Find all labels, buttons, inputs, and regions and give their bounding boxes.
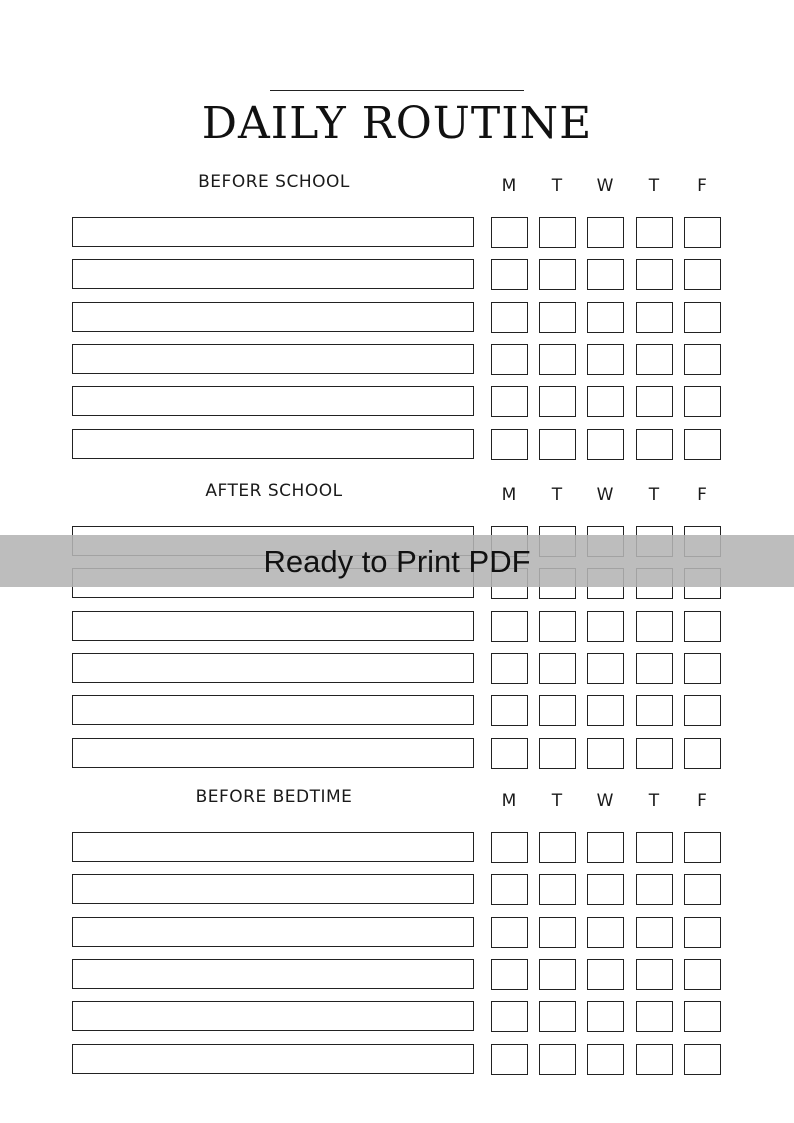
day-header: M <box>501 176 517 196</box>
banner-text: Ready to Print PDF <box>263 544 531 579</box>
task-row <box>0 259 794 291</box>
task-field[interactable] <box>72 302 474 332</box>
task-row <box>0 344 794 376</box>
day-checkbox[interactable] <box>491 611 528 642</box>
day-checkbox[interactable] <box>587 386 624 417</box>
task-field[interactable] <box>72 344 474 374</box>
day-checkbox[interactable] <box>587 302 624 333</box>
day-header: F <box>697 791 707 811</box>
task-row <box>0 611 794 643</box>
task-row <box>0 1001 794 1033</box>
day-checkbox[interactable] <box>491 429 528 460</box>
day-header: T <box>648 176 660 196</box>
day-checkbox[interactable] <box>539 217 576 248</box>
day-checkbox[interactable] <box>636 344 673 375</box>
day-checkbox[interactable] <box>539 959 576 990</box>
task-row <box>0 695 794 727</box>
day-checkbox[interactable] <box>684 917 721 948</box>
day-checkbox[interactable] <box>636 917 673 948</box>
task-field[interactable] <box>72 695 474 725</box>
day-checkbox[interactable] <box>539 1001 576 1032</box>
day-header: T <box>551 176 563 196</box>
day-checkbox[interactable] <box>587 429 624 460</box>
day-checkbox[interactable] <box>539 1044 576 1075</box>
day-header: T <box>648 791 660 811</box>
task-field[interactable] <box>72 653 474 683</box>
day-header: M <box>501 485 517 505</box>
day-checkbox[interactable] <box>684 611 721 642</box>
task-field[interactable] <box>72 874 474 904</box>
task-field[interactable] <box>72 386 474 416</box>
day-checkbox[interactable] <box>684 874 721 905</box>
task-field[interactable] <box>72 259 474 289</box>
day-checkbox[interactable] <box>491 874 528 905</box>
day-checkbox[interactable] <box>684 1001 721 1032</box>
day-checkbox[interactable] <box>539 386 576 417</box>
day-checkbox[interactable] <box>539 653 576 684</box>
day-checkbox[interactable] <box>587 832 624 863</box>
day-checkbox[interactable] <box>491 653 528 684</box>
day-header: W <box>596 176 614 196</box>
day-checkbox[interactable] <box>684 653 721 684</box>
task-row <box>0 1044 794 1076</box>
task-field[interactable] <box>72 738 474 768</box>
day-header: M <box>501 791 517 811</box>
task-row <box>0 917 794 949</box>
day-checkbox[interactable] <box>491 959 528 990</box>
day-checkbox[interactable] <box>539 302 576 333</box>
day-checkbox[interactable] <box>491 386 528 417</box>
day-checkbox[interactable] <box>491 917 528 948</box>
day-checkbox[interactable] <box>587 1044 624 1075</box>
day-checkbox[interactable] <box>684 695 721 726</box>
day-checkbox[interactable] <box>636 259 673 290</box>
task-field[interactable] <box>72 959 474 989</box>
day-checkbox[interactable] <box>587 874 624 905</box>
day-checkbox[interactable] <box>587 653 624 684</box>
day-checkbox[interactable] <box>587 217 624 248</box>
day-checkbox[interactable] <box>587 259 624 290</box>
day-checkbox[interactable] <box>539 611 576 642</box>
day-header: F <box>697 485 707 505</box>
day-checkbox[interactable] <box>539 695 576 726</box>
day-checkbox[interactable] <box>684 344 721 375</box>
day-checkbox[interactable] <box>539 738 576 769</box>
day-checkbox[interactable] <box>684 959 721 990</box>
day-checkbox[interactable] <box>636 429 673 460</box>
day-checkbox[interactable] <box>491 217 528 248</box>
day-header: W <box>596 485 614 505</box>
day-checkbox[interactable] <box>684 832 721 863</box>
day-checkbox[interactable] <box>491 1001 528 1032</box>
day-checkbox[interactable] <box>684 386 721 417</box>
day-checkbox[interactable] <box>539 832 576 863</box>
section-title: BEFORE BEDTIME <box>195 787 353 807</box>
task-field[interactable] <box>72 1044 474 1074</box>
day-checkbox[interactable] <box>491 302 528 333</box>
day-checkbox[interactable] <box>587 344 624 375</box>
day-checkbox[interactable] <box>636 738 673 769</box>
day-header: T <box>551 791 563 811</box>
day-checkbox[interactable] <box>684 217 721 248</box>
watermark-banner <box>0 535 794 587</box>
task-field[interactable] <box>72 429 474 459</box>
day-checkbox[interactable] <box>684 738 721 769</box>
task-field[interactable] <box>72 832 474 862</box>
day-checkbox[interactable] <box>636 832 673 863</box>
day-checkbox[interactable] <box>636 695 673 726</box>
day-checkbox[interactable] <box>491 344 528 375</box>
day-checkbox[interactable] <box>539 259 576 290</box>
title-rule <box>270 90 524 91</box>
task-row <box>0 959 794 991</box>
day-header: T <box>648 485 660 505</box>
task-row <box>0 653 794 685</box>
task-field[interactable] <box>72 917 474 947</box>
task-row <box>0 874 794 906</box>
day-checkbox[interactable] <box>539 429 576 460</box>
day-checkbox[interactable] <box>636 959 673 990</box>
day-checkbox[interactable] <box>684 259 721 290</box>
day-checkbox[interactable] <box>684 302 721 333</box>
day-checkbox[interactable] <box>539 874 576 905</box>
task-row <box>0 429 794 461</box>
day-checkbox[interactable] <box>491 259 528 290</box>
day-checkbox[interactable] <box>636 1044 673 1075</box>
section-title: AFTER SCHOOL <box>205 481 343 501</box>
day-checkbox[interactable] <box>636 217 673 248</box>
day-checkbox[interactable] <box>539 344 576 375</box>
day-checkbox[interactable] <box>587 917 624 948</box>
day-header: F <box>697 176 707 196</box>
day-checkbox[interactable] <box>539 917 576 948</box>
task-field[interactable] <box>72 611 474 641</box>
day-checkbox[interactable] <box>587 1001 624 1032</box>
task-row <box>0 738 794 770</box>
section-title: BEFORE SCHOOL <box>198 172 350 192</box>
day-checkbox[interactable] <box>491 738 528 769</box>
day-checkbox[interactable] <box>587 695 624 726</box>
day-checkbox[interactable] <box>587 738 624 769</box>
day-checkbox[interactable] <box>684 1044 721 1075</box>
day-checkbox[interactable] <box>587 611 624 642</box>
day-checkbox[interactable] <box>491 1044 528 1075</box>
day-checkbox[interactable] <box>636 302 673 333</box>
day-checkbox[interactable] <box>491 695 528 726</box>
day-header: W <box>596 791 614 811</box>
task-row <box>0 386 794 418</box>
day-checkbox[interactable] <box>636 1001 673 1032</box>
day-checkbox[interactable] <box>491 832 528 863</box>
task-row <box>0 217 794 249</box>
day-checkbox[interactable] <box>684 429 721 460</box>
day-checkbox[interactable] <box>587 959 624 990</box>
task-row <box>0 302 794 334</box>
day-checkbox[interactable] <box>636 611 673 642</box>
page-title: DAILY ROUTINE <box>201 98 593 149</box>
day-checkbox[interactable] <box>636 874 673 905</box>
task-row <box>0 832 794 864</box>
day-header: T <box>551 485 563 505</box>
day-checkbox[interactable] <box>636 386 673 417</box>
day-checkbox[interactable] <box>636 653 673 684</box>
task-field[interactable] <box>72 1001 474 1031</box>
task-field[interactable] <box>72 217 474 247</box>
